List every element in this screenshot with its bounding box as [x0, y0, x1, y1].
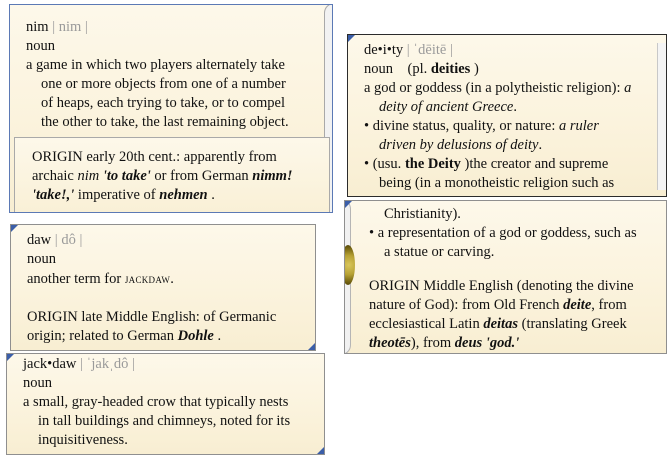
daw-entry-panel[interactable] — [10, 224, 316, 351]
resize-corner[interactable] — [7, 354, 14, 361]
origin-line: nature of God): from Old French deite, from — [369, 297, 627, 313]
definition-line: • (usu. the Deity )the creator and supreme — [364, 156, 609, 172]
scrollbar[interactable] — [657, 43, 666, 190]
pronunciation: | ˈjakˌdô | — [76, 356, 135, 372]
definition-line: deity of ancient Greece. — [379, 99, 517, 115]
part-of-speech: noun — [23, 375, 52, 391]
origin-line: ecclesiastical Latin deitas (translating Greek — [369, 316, 627, 332]
definition-line: • divine status, quality, or nature: a ruler — [364, 118, 599, 134]
definition-line: a god or goddess (in a polytheistic religion): a — [364, 80, 632, 96]
origin-line: archaic nim 'to take' or from German nimm! — [32, 168, 293, 184]
pronunciation: | nim | — [48, 19, 88, 35]
definition-line: Christianity). — [384, 206, 461, 222]
resize-corner[interactable] — [11, 225, 18, 232]
part-of-speech: noun — [27, 251, 56, 267]
definition-line: another term for jackdaw. — [27, 271, 174, 287]
definition-line: being (in a monotheistic religion such as — [379, 175, 615, 191]
pronunciation: | ˈdēitē | — [403, 42, 453, 58]
definition-line: of heaps, each trying to take, or to compel — [41, 95, 286, 111]
resize-corner[interactable] — [345, 201, 352, 208]
definition-line: one or more objects from one of a number — [41, 76, 286, 92]
headword: nim — [26, 19, 49, 35]
definition-line: the other to take, the last remaining object. — [41, 114, 289, 130]
part-of-speech: noun (pl. deities ) — [364, 61, 479, 77]
definition-line: inquisitiveness. — [38, 432, 128, 448]
origin-line: origin; related to German Dohle . — [27, 328, 222, 344]
origin-line: theotēs), from deus 'god.' — [369, 335, 520, 351]
headword: de•i•ty — [364, 42, 404, 58]
origin-line: ORIGIN early 20th cent.: apparently from — [32, 149, 277, 165]
deity-entry-panel[interactable] — [347, 34, 667, 197]
definition-line: driven by delusions of deity. — [379, 137, 543, 153]
resize-corner[interactable] — [317, 447, 324, 454]
origin-line: ORIGIN late Middle English: of Germanic — [27, 309, 277, 325]
origin-line: ORIGIN Middle English (denoting the divine — [369, 278, 634, 294]
definition-line: a game in which two players alternately take — [26, 57, 285, 73]
headword: jack•daw — [23, 356, 77, 372]
resize-corner[interactable] — [348, 35, 355, 42]
deity-continued-panel[interactable] — [344, 200, 667, 354]
resize-corner[interactable] — [308, 343, 315, 350]
definition-line: a statue or carving. — [384, 244, 495, 260]
jackdaw-entry-panel[interactable] — [6, 353, 325, 455]
definition-line: in tall buildings and chimneys, noted for its — [38, 413, 291, 429]
part-of-speech: noun — [26, 38, 55, 54]
nim-entry-panel[interactable] — [9, 4, 333, 213]
headword: daw — [27, 232, 52, 248]
definition-line: • a representation of a god or goddess, such as — [369, 225, 637, 241]
scroll-knob[interactable] — [344, 245, 355, 285]
cross-reference-link[interactable]: jackdaw — [124, 271, 171, 286]
origin-box — [14, 137, 330, 213]
origin-line: 'take!,' imperative of nehmen . — [32, 187, 215, 203]
pronunciation: | dô | — [51, 232, 83, 248]
definition-line: a small, gray-headed crow that typically nests — [23, 394, 289, 410]
